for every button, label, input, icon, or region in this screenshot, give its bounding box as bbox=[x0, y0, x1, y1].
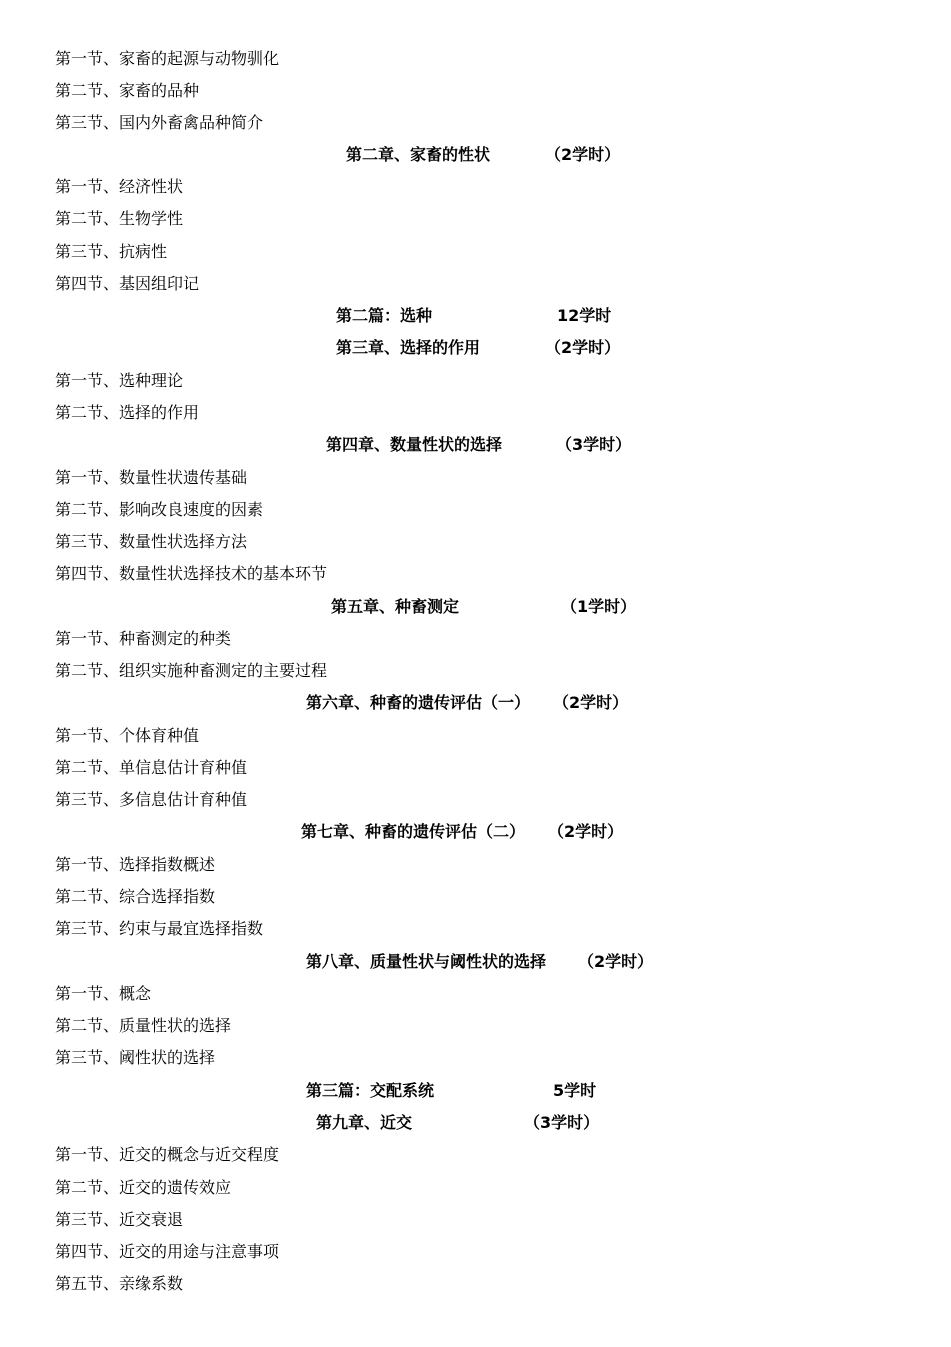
section-text: 第二节、组织实施种畜测定的主要过程 bbox=[55, 661, 328, 680]
section-text: 第一节、近交的概念与近交程度 bbox=[55, 1145, 280, 1164]
section-text: 第三节、抗病性 bbox=[55, 242, 168, 261]
section-text: 第二节、家畜的品种 bbox=[55, 81, 200, 100]
section-line bbox=[0, 623, 951, 655]
heading-hours: （2学时） bbox=[578, 952, 654, 971]
section-text: 第二节、综合选择指数 bbox=[55, 887, 216, 906]
heading-title: 第五章、种畜测定 bbox=[331, 597, 460, 616]
section-line bbox=[0, 1010, 951, 1042]
heading-hours: 12学时 bbox=[557, 306, 612, 325]
heading-hours: （3学时） bbox=[524, 1113, 600, 1132]
section-text: 第二节、质量性状的选择 bbox=[55, 1016, 232, 1035]
heading-hours: （2学时） bbox=[553, 693, 629, 712]
section-text: 第三节、数量性状选择方法 bbox=[55, 532, 248, 551]
section-line bbox=[0, 1139, 951, 1171]
section-text: 第二节、单信息估计育种值 bbox=[55, 758, 248, 777]
heading-title: 第七章、种畜的遗传评估（二） bbox=[301, 822, 526, 841]
section-text: 第一节、数量性状遗传基础 bbox=[55, 468, 248, 487]
chapter-heading bbox=[0, 429, 951, 461]
heading-hours: （2学时） bbox=[548, 822, 624, 841]
section-text: 第三节、国内外畜禽品种简介 bbox=[55, 113, 264, 132]
chapter-heading bbox=[0, 332, 951, 364]
section-text: 第一节、个体育种值 bbox=[55, 726, 200, 745]
section-text: 第一节、经济性状 bbox=[55, 177, 184, 196]
section-line bbox=[0, 107, 951, 139]
section-line bbox=[0, 75, 951, 107]
section-text: 第三节、阈性状的选择 bbox=[55, 1048, 216, 1067]
section-line bbox=[0, 655, 951, 687]
section-text: 第一节、家畜的起源与动物驯化 bbox=[55, 49, 280, 68]
heading-title: 第二篇：选种 bbox=[336, 306, 433, 325]
section-text: 第一节、选种理论 bbox=[55, 371, 184, 390]
section-line bbox=[0, 1042, 951, 1074]
section-line bbox=[0, 1268, 951, 1300]
section-line bbox=[0, 1236, 951, 1268]
section-text: 第二节、生物学性 bbox=[55, 209, 184, 228]
chapter-heading bbox=[0, 816, 951, 848]
chapter-heading bbox=[0, 687, 951, 719]
chapter-heading bbox=[0, 591, 951, 623]
section-line bbox=[0, 1204, 951, 1236]
chapter-heading bbox=[0, 946, 951, 978]
section-text: 第五节、亲缘系数 bbox=[55, 1274, 184, 1293]
section-text: 第一节、选择指数概述 bbox=[55, 855, 216, 874]
section-text: 第三节、多信息估计育种值 bbox=[55, 790, 248, 809]
heading-title: 第三章、选择的作用 bbox=[336, 338, 481, 357]
section-line bbox=[0, 720, 951, 752]
heading-title: 第二章、家畜的性状 bbox=[346, 145, 491, 164]
section-line bbox=[0, 43, 951, 75]
section-line bbox=[0, 1172, 951, 1204]
heading-title: 第九章、近交 bbox=[316, 1113, 413, 1132]
section-text: 第一节、种畜测定的种类 bbox=[55, 629, 232, 648]
section-text: 第四节、基因组印记 bbox=[55, 274, 200, 293]
section-text: 第一节、概念 bbox=[55, 984, 152, 1003]
heading-title: 第四章、数量性状的选择 bbox=[326, 435, 503, 454]
section-text: 第三节、约束与最宜选择指数 bbox=[55, 919, 264, 938]
section-text: 第四节、近交的用途与注意事项 bbox=[55, 1242, 280, 1261]
section-line bbox=[0, 494, 951, 526]
section-line bbox=[0, 268, 951, 300]
heading-hours: （2学时） bbox=[545, 338, 621, 357]
section-line bbox=[0, 881, 951, 913]
section-text: 第二节、影响改良速度的因素 bbox=[55, 500, 264, 519]
section-line bbox=[0, 849, 951, 881]
section-text: 第四节、数量性状选择技术的基本环节 bbox=[55, 564, 328, 583]
section-text: 第二节、选择的作用 bbox=[55, 403, 200, 422]
part-heading bbox=[0, 1075, 951, 1107]
section-text: 第三节、近交衰退 bbox=[55, 1210, 184, 1229]
section-line bbox=[0, 978, 951, 1010]
chapter-heading bbox=[0, 139, 951, 171]
heading-title: 第八章、质量性状与阈性状的选择 bbox=[306, 952, 547, 971]
section-line bbox=[0, 913, 951, 945]
chapter-heading bbox=[0, 1107, 951, 1139]
section-line bbox=[0, 462, 951, 494]
heading-hours: 5学时 bbox=[553, 1081, 597, 1100]
heading-title: 第三篇：交配系统 bbox=[306, 1081, 435, 1100]
section-line bbox=[0, 365, 951, 397]
section-line bbox=[0, 171, 951, 203]
heading-hours: （2学时） bbox=[545, 145, 621, 164]
heading-title: 第六章、种畜的遗传评估（一） bbox=[306, 693, 531, 712]
section-line bbox=[0, 397, 951, 429]
section-text: 第二节、近交的遗传效应 bbox=[55, 1178, 232, 1197]
section-line bbox=[0, 526, 951, 558]
section-line bbox=[0, 203, 951, 235]
section-line bbox=[0, 752, 951, 784]
part-heading bbox=[0, 300, 951, 332]
heading-hours: （1学时） bbox=[561, 597, 637, 616]
heading-hours: （3学时） bbox=[556, 435, 632, 454]
section-line bbox=[0, 236, 951, 268]
section-line bbox=[0, 784, 951, 816]
section-line bbox=[0, 558, 951, 590]
